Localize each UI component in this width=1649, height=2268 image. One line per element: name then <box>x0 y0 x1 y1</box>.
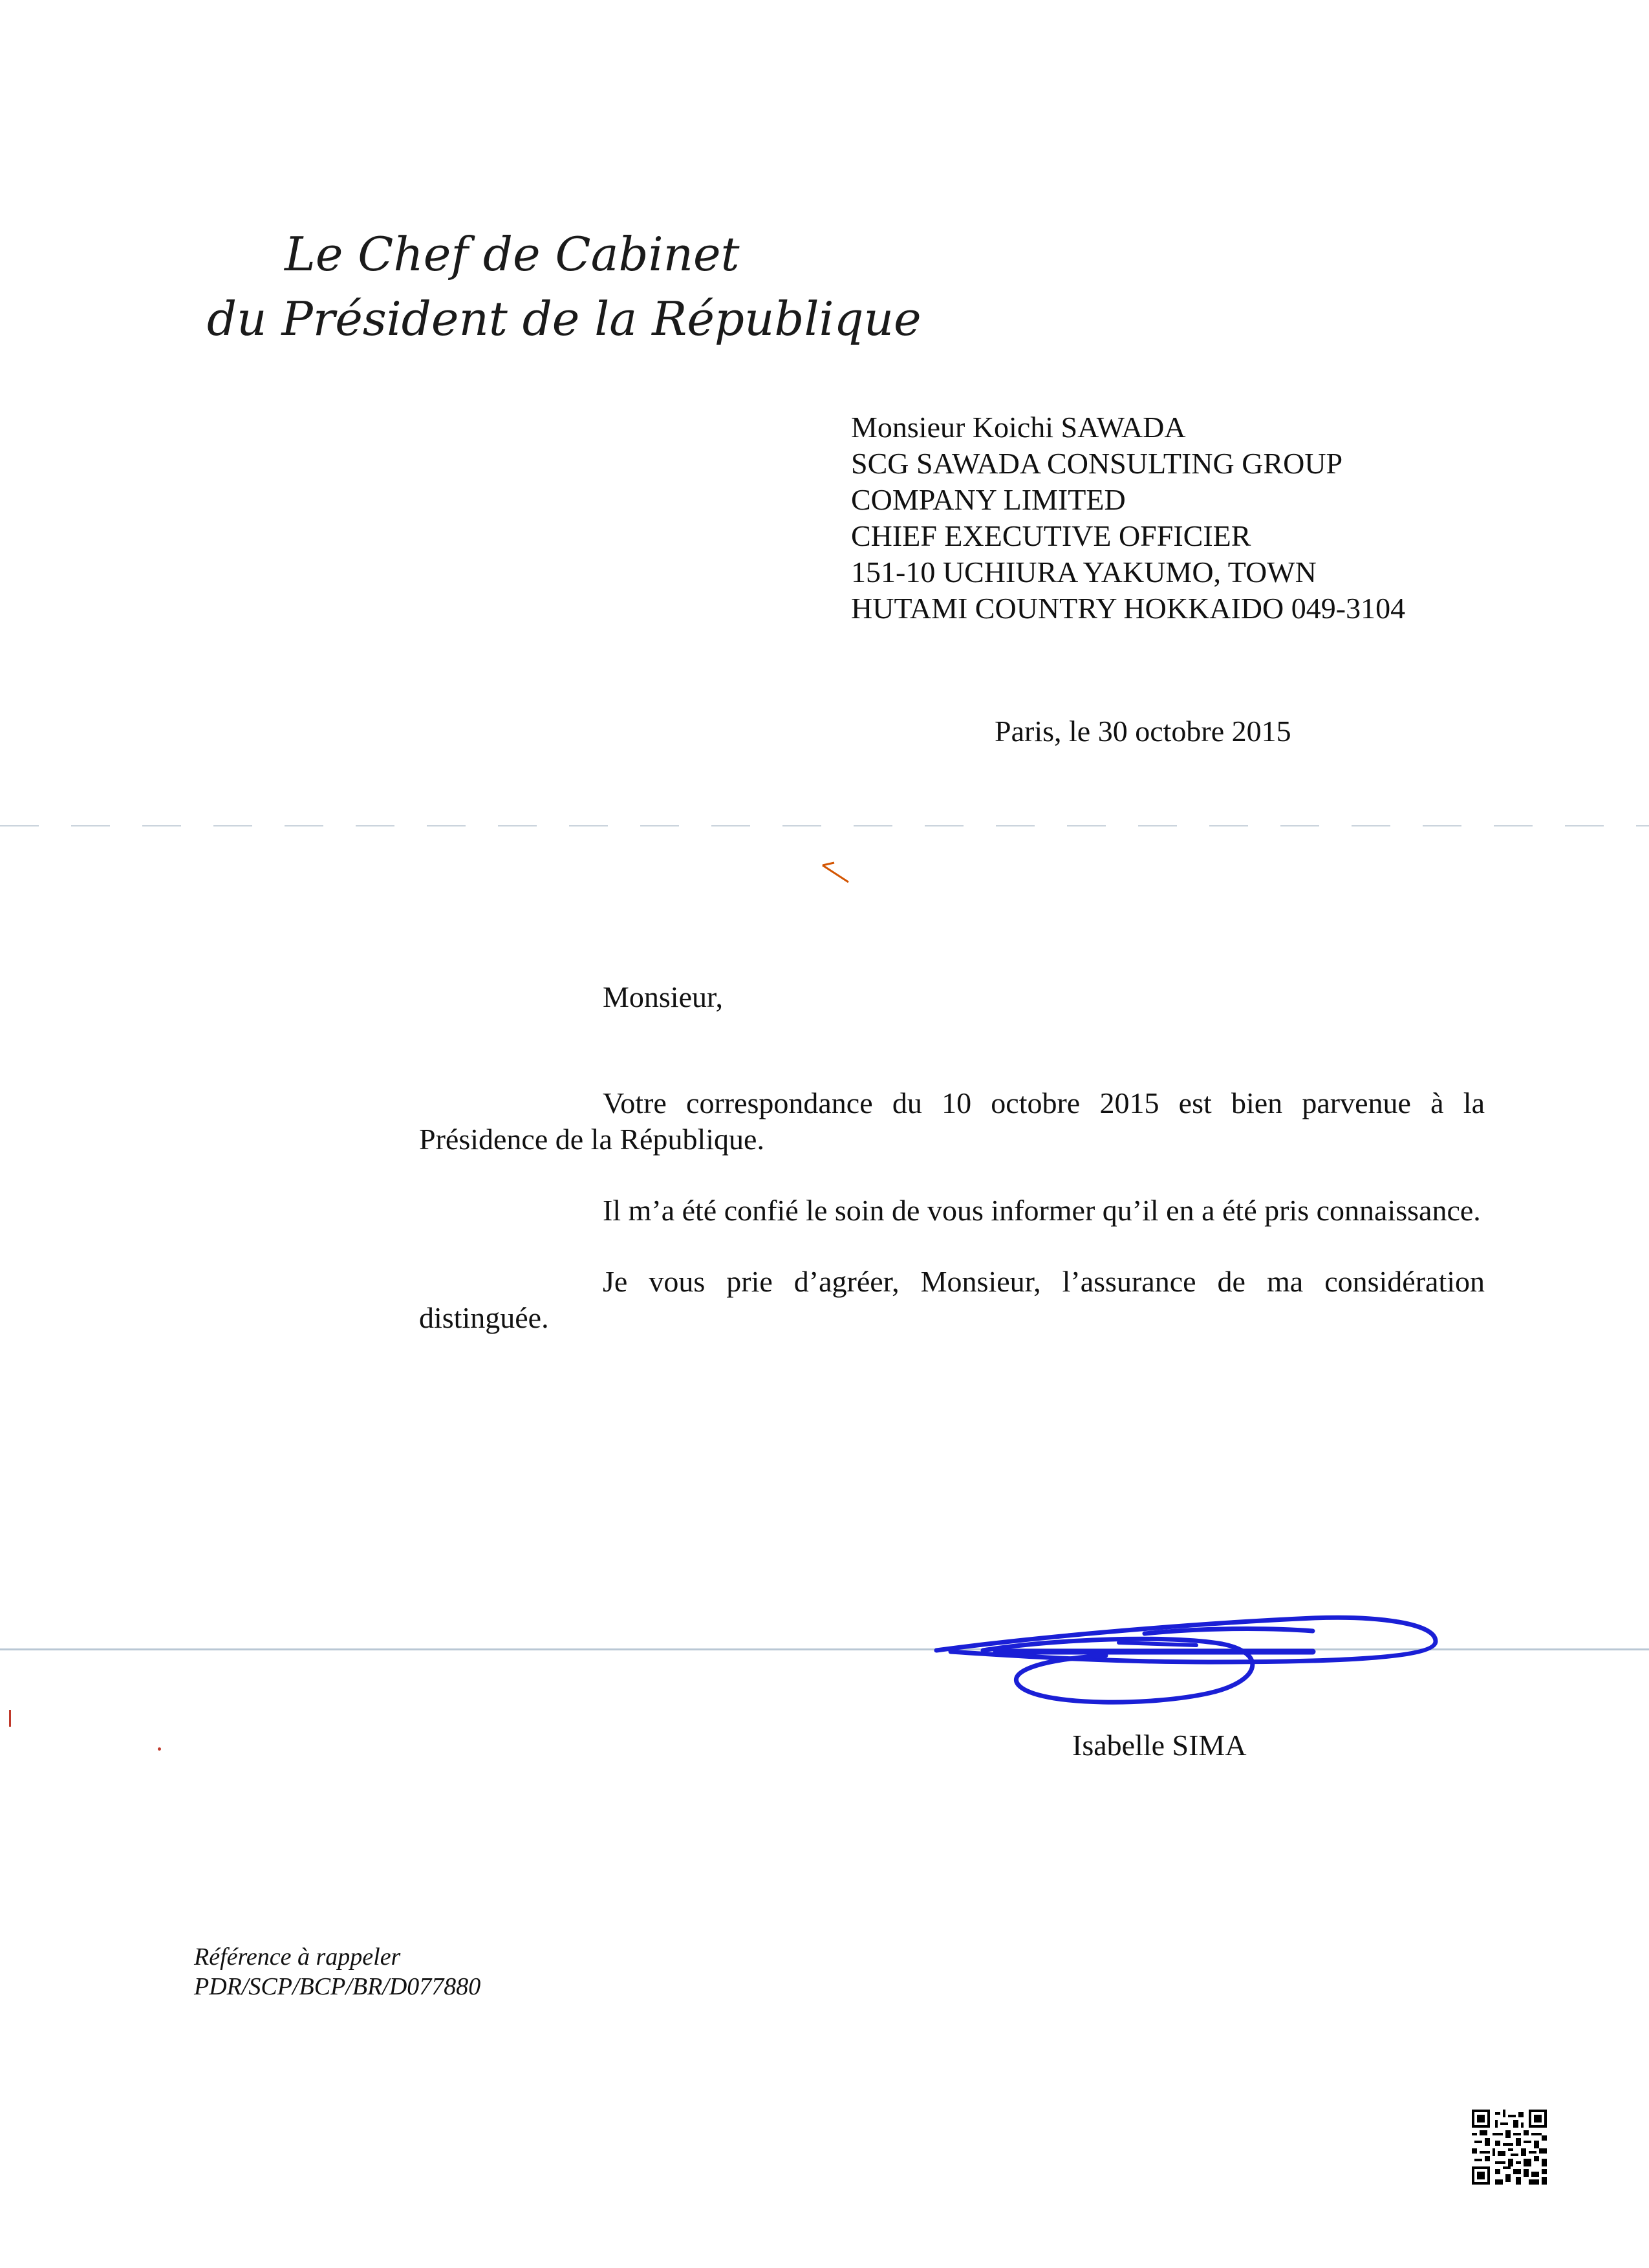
letter-body <box>419 1085 1485 1371</box>
recipient-line: COMPANY LIMITED <box>851 483 1126 516</box>
recipient-line: CHIEF EXECUTIVE OFFICIER <box>851 519 1251 552</box>
letter-date: Paris, le 30 octobre 2015 <box>995 715 1291 748</box>
reference-code: PDR/SCP/BCP/BR/D077880 <box>194 1973 481 2000</box>
handwritten-signature <box>925 1597 1455 1730</box>
recipient-line: HUTAMI COUNTRY HOKKAIDO 049-3104 <box>851 592 1406 625</box>
letterhead-line-1: Le Chef de Cabinet <box>285 227 740 281</box>
body-paragraph: Il m’a été confié le soin de vous informer qu’il en a été pris connaissance. <box>603 1194 1481 1227</box>
reference-label: Référence à rappeler <box>194 1943 401 1971</box>
stray-ink-mark <box>9 1710 11 1727</box>
reference-block <box>194 1942 480 2002</box>
salutation: Monsieur, <box>603 980 723 1013</box>
fold-line-top <box>0 825 1649 826</box>
recipient-line: 151-10 UCHIURA YAKUMO, TOWN <box>851 556 1317 589</box>
letterhead-script <box>200 226 921 356</box>
recipient-line: Monsieur Koichi SAWADA <box>851 411 1186 444</box>
tick-mark-icon <box>820 860 852 889</box>
recipient-line: SCG SAWADA CONSULTING GROUP <box>851 447 1343 480</box>
letterhead-line-2: du Président de la République <box>207 292 921 346</box>
letterhead <box>200 226 921 356</box>
body-paragraph: Je vous prie d’agréer, Monsieur, l’assurance de ma considération distinguée. <box>419 1265 1485 1334</box>
qr-code-icon <box>1472 2110 1547 2185</box>
stray-ink-dot <box>158 1747 161 1751</box>
recipient-address <box>851 409 1405 627</box>
signer-name: Isabelle SIMA <box>1072 1729 1247 1762</box>
body-paragraph: Votre correspondance du 10 octobre 2015 est bien parvenue à la Présidence de la République. <box>419 1086 1485 1156</box>
